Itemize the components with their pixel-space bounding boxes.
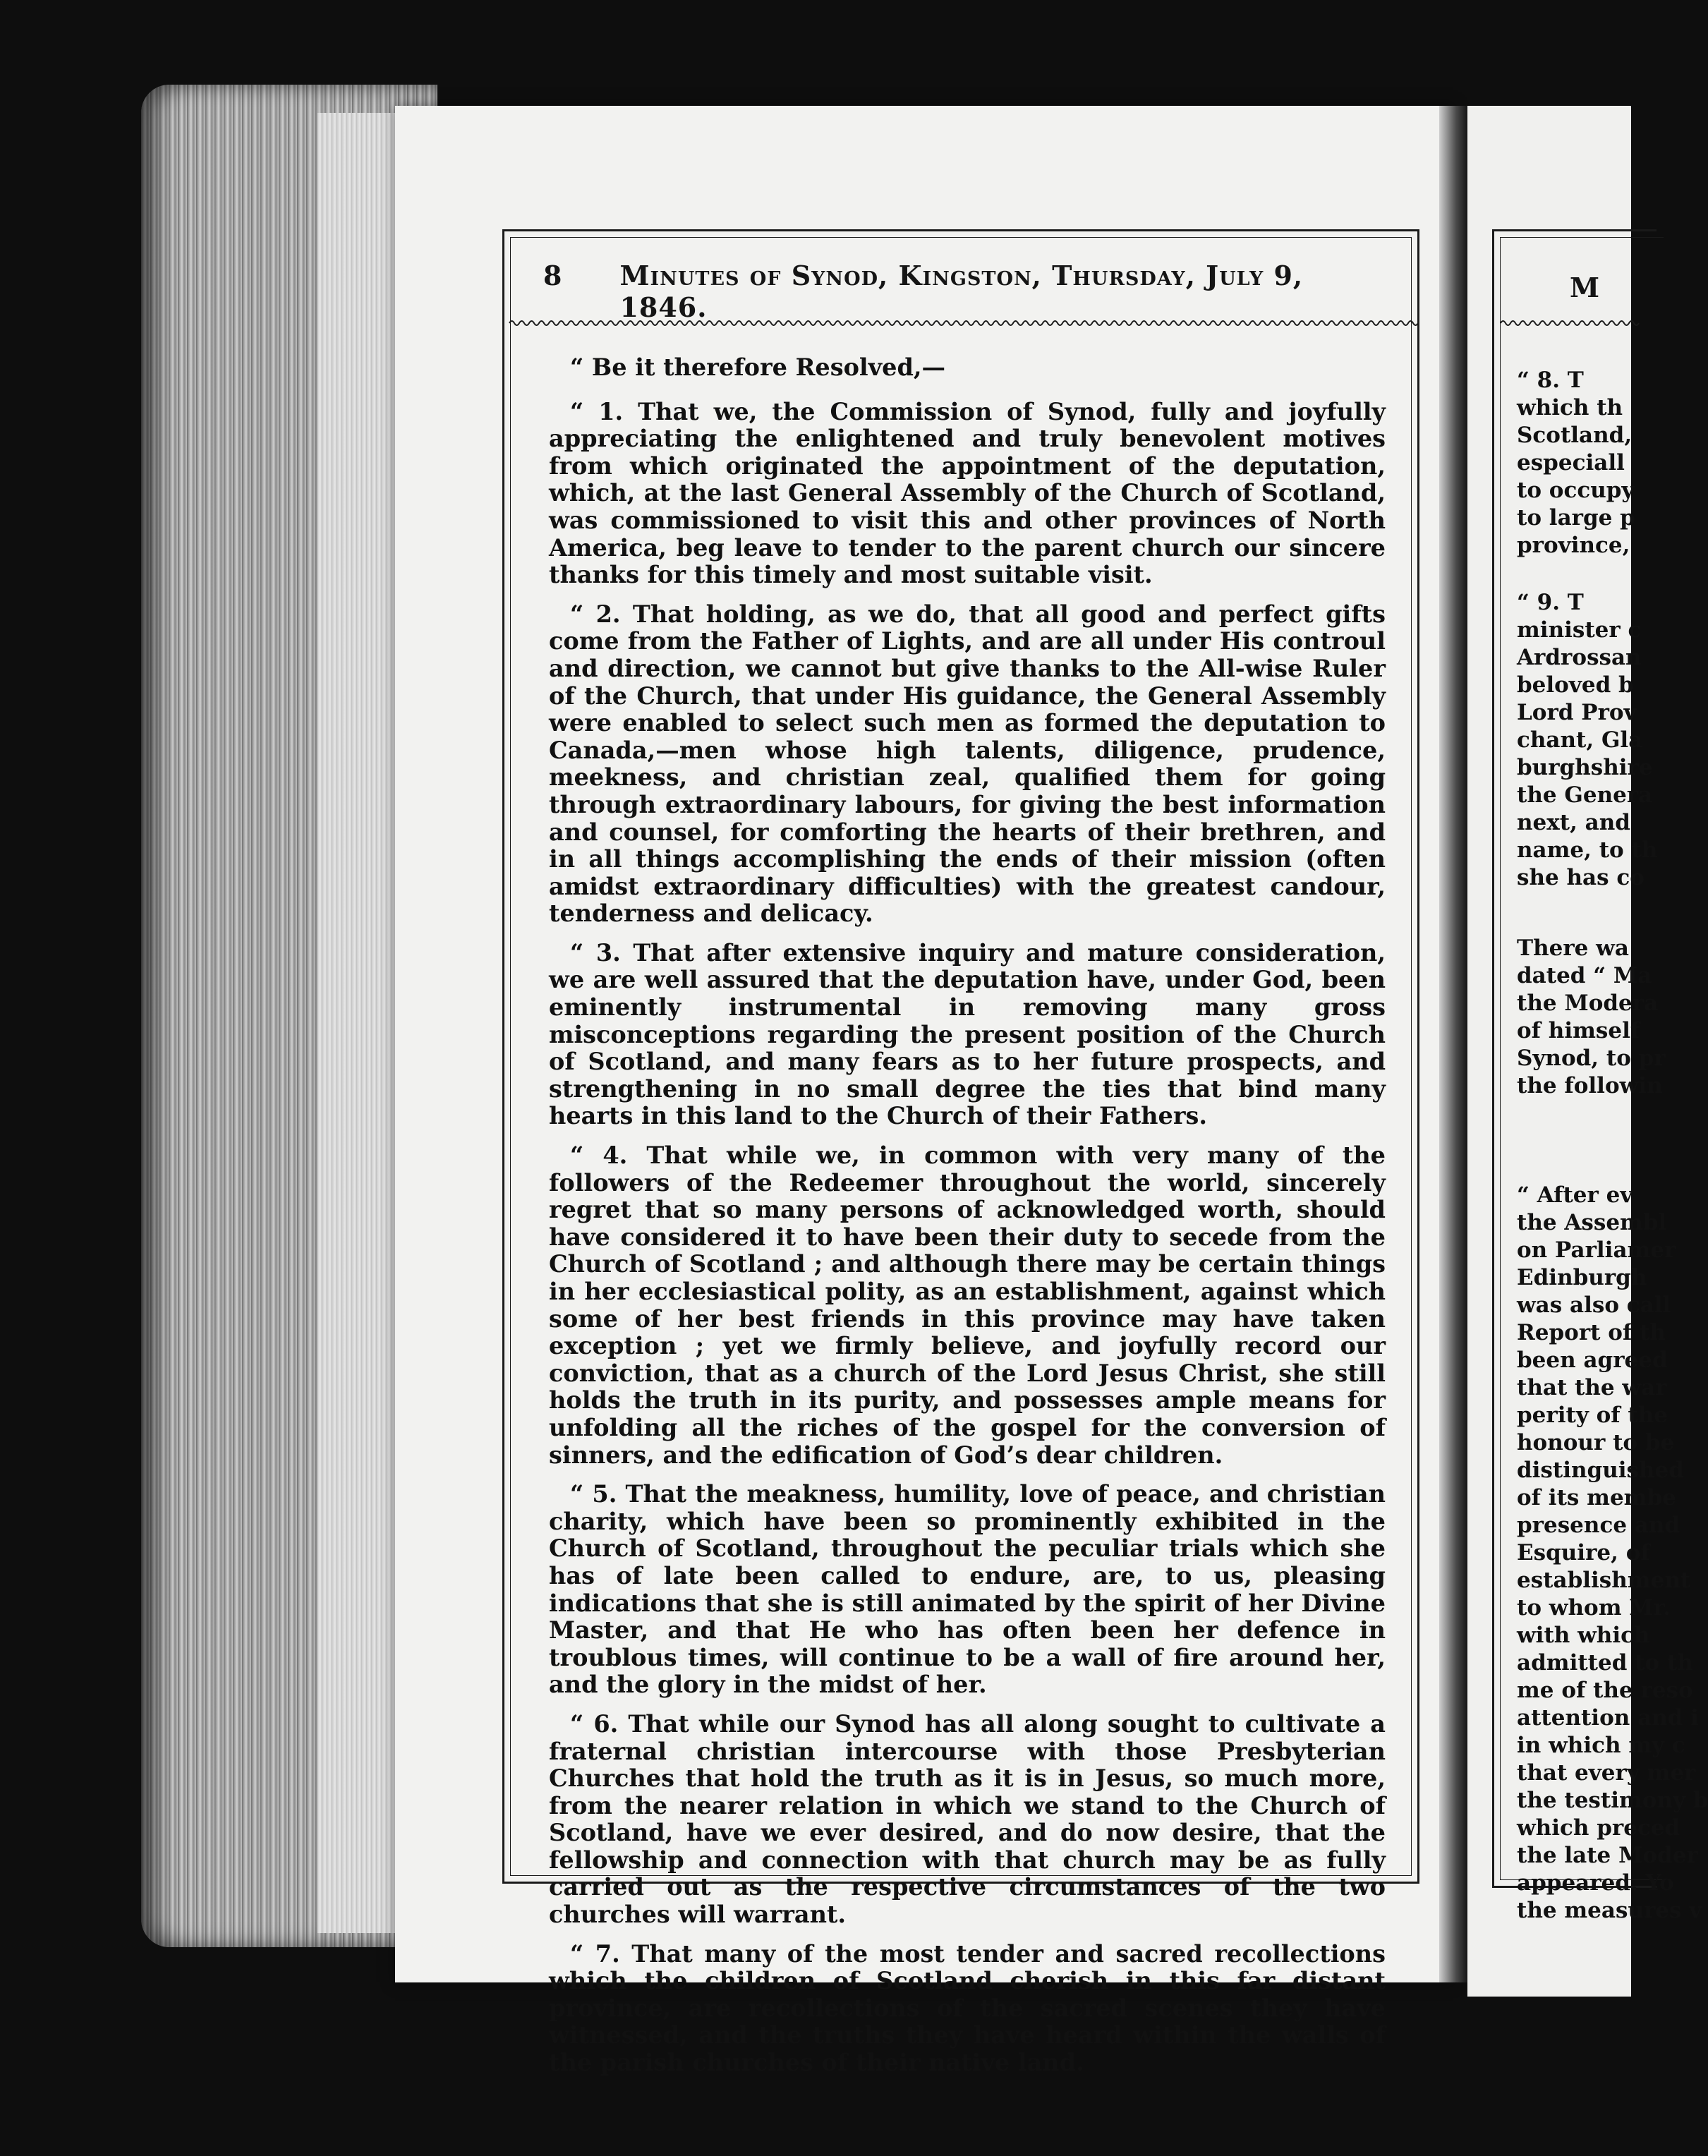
right-page-line: which th	[1517, 395, 1623, 420]
right-page-line: the testimony b	[1517, 1788, 1708, 1813]
paragraph-3: “ 3. That after extensive inquiry and mature consideration, we are well assured that the deputation have, under God, been eminently instrumental in removing many gross misconceptions regarding the present position of the Church of Scotland, and many fears as to her future prospects, and strengthening in no small degree the ties that bind many hearts in this land to the Church of their Fathers.	[549, 938, 1386, 1130]
paragraph-6: “ 6. That while our Synod has all along sought to cultivate a fraternal christian intercourse with those Presbyterian Churches that hold the truth as it is in Jesus, so much more, from the nearer relation in which we stand to the Church of Scotland, have we ever desired, and do now desire, that the fellowship and connection with that church may be as fully carried out as the respective circumstances of the two churches will warrant.	[549, 1709, 1386, 1929]
right-page-line: province,	[1517, 533, 1630, 558]
right-page-line: to whom Mr.	[1517, 1595, 1671, 1621]
right-page-line: on Parliamer	[1517, 1237, 1676, 1263]
right-page-line: which preced	[1517, 1815, 1680, 1841]
right-page-line: presence and	[1517, 1513, 1680, 1538]
left-page-body	[549, 354, 1386, 2089]
right-block-2	[1517, 589, 1658, 892]
right-page-line: “ 8. T	[1517, 368, 1584, 393]
right-header-wavy-rule	[1501, 316, 1631, 330]
right-page-line: with which	[1517, 1623, 1650, 1648]
right-page-line: dated “ Ma	[1517, 963, 1652, 988]
right-page-line: that every mer	[1517, 1760, 1696, 1786]
right-page-line: perity of the	[1517, 1403, 1668, 1428]
right-page-line: the Genera	[1517, 782, 1653, 808]
right-page-line: especiall	[1517, 450, 1625, 476]
right-page-line: the measures v	[1517, 1898, 1702, 1923]
right-page-line: “ 9. T	[1517, 590, 1584, 615]
right-page-line: distinguished	[1517, 1458, 1684, 1483]
right-page-line: Edinburgh	[1517, 1265, 1647, 1290]
right-page-line: been agreed	[1517, 1348, 1668, 1373]
right-page-line: of himself	[1517, 1018, 1640, 1043]
page-number: 8	[543, 260, 563, 291]
right-page-line: chant, Gla	[1517, 727, 1643, 753]
right-page-line: admitted to th	[1517, 1650, 1693, 1676]
paragraph-resolved: “ Be it therefore Resolved,—	[570, 353, 946, 381]
right-page-line: attention and i	[1517, 1705, 1699, 1731]
right-page-line: establishment	[1517, 1568, 1691, 1593]
left-running-head	[543, 260, 1390, 323]
header-wavy-rule	[509, 316, 1412, 330]
paragraph-1: “ 1. That we, the Commission of Synod, fully and joyfully appreciating the enlightened and truly benevolent motives from which originated the appointment of the deputation, which, at the last General Assembly of the Church of Scotland, was commissioned to visit this and other provinces of North America, beg leave to tender to the parent church our sincere thanks for this timely and most suitable visit.	[549, 397, 1386, 589]
right-page-line: Synod, to pr	[1517, 1046, 1666, 1071]
paragraph-4: “ 4. That while we, in common with very many of the followers of the Redeemer throughout the world, sincerely regret that so many persons of acknowledged worth, should have considered it to have been their duty to secede from the Church of Scotland ; and although there may be certain things in her ecclesiastical polity, as an establishment, against which some of her best friends in this province may have taken exception ; yet we firmly believe, and joyfully record our conviction, that as a church of the Lord Jesus Christ, she still holds the truth in its purity, and possesses ample means for unfolding all the riches of the gospel for the conversion of sinners, and the edification of God’s dear children.	[549, 1141, 1386, 1469]
right-page-line: the followin	[1517, 1073, 1663, 1098]
right-block-3	[1517, 935, 1666, 1100]
running-head-title: Minutes of Synod, Kingston, Thursday, July 9, 1846.	[619, 260, 1304, 323]
book-gutter	[1439, 106, 1467, 1982]
right-page-line: that the war	[1517, 1375, 1667, 1400]
right-page-line: the Modera	[1517, 991, 1659, 1016]
right-page-line: appeared. Yo	[1517, 1870, 1674, 1896]
right-page-line: Scotland,	[1517, 423, 1633, 448]
right-block-4	[1517, 1182, 1708, 1925]
right-page-line: There wa	[1517, 935, 1629, 961]
right-block-1	[1517, 367, 1637, 559]
right-page-line: “ After ev	[1517, 1182, 1633, 1208]
right-page-line: me of the reso	[1517, 1678, 1693, 1703]
paragraph-5: “ 5. That the meakness, humility, love of peace, and christian charity, which have been so prominently exhibited in the Church of Scotland, throughout the peculiar trials which she has of late been called to endure, are, to us, pleasing indications that she is still animated by the spirit of her Divine Master, and that He who has often been her defence in troublous times, will continue to be a wall of fire around her, and the glory in the midst of her.	[549, 1480, 1386, 1699]
right-page-line: minister c	[1517, 617, 1642, 643]
right-page-line: Esquire, of	[1517, 1540, 1650, 1565]
paragraph-2: “ 2. That holding, as we do, that all good and perfect gifts come from the Father of Lights, and are all under His controul and direction, we cannot but give thanks to the All-wise Ruler of the Church, that under His guidance, the General Assembly were enabled to select such men as formed the deputation to Canada,—men whose high talents, diligence, prudence, meekness, and christian zeal, qualified them for going through extraordinary labours, for giving the best information and counsel, for comforting the hearts of their brethren, and in all things accomplishing the ends of their mission (often amidst extraordinary difficulties) with the greatest candour, tenderness and delicacy.	[549, 600, 1386, 928]
paragraph-7: “ 7. That many of the most tender and sacred recollections which the children of Scotland cherish in this far distant province, are recollections of the sacred scenes they have witnessed, and the truths they have heard within the walls of the parish churches of their native land.	[549, 1939, 1386, 2077]
right-page-line: honour to be	[1517, 1430, 1675, 1455]
right-page-line: beloved b	[1517, 672, 1634, 698]
right-page-line: in which my c	[1517, 1733, 1685, 1758]
right-page-line: burghshire	[1517, 755, 1653, 780]
right-page-line: the Assembl	[1517, 1210, 1667, 1235]
right-page-line: Lord Prov	[1517, 700, 1637, 725]
right-page-line: Report of th	[1517, 1320, 1666, 1345]
right-page-line: next, and	[1517, 810, 1630, 835]
right-page-line: name, to th	[1517, 837, 1658, 863]
right-page-line: Ardrossan	[1517, 645, 1642, 670]
right-page-line: to occupy	[1517, 478, 1635, 503]
right-page-line: was also call	[1517, 1292, 1671, 1318]
right-running-head: M	[1570, 272, 1600, 303]
right-page-line: to large p	[1517, 505, 1635, 531]
right-page-line: of its membe	[1517, 1485, 1676, 1510]
right-page-line: the late Moder	[1517, 1843, 1698, 1868]
right-page-line: she has co	[1517, 865, 1645, 890]
